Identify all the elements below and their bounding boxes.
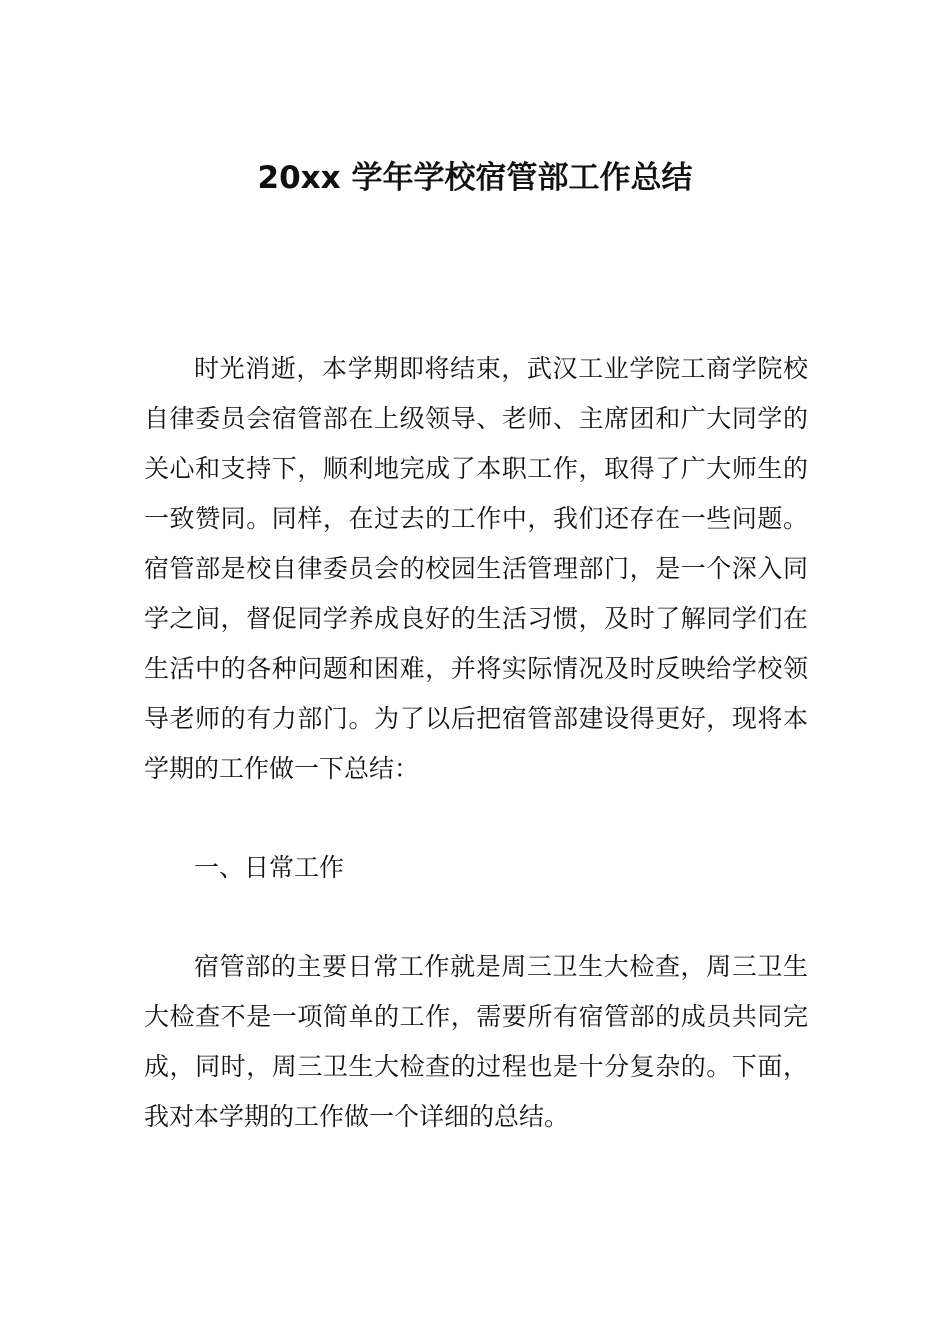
intro-paragraph: 时光消逝，本学期即将结束，武汉工业学院工商学院校自律委员会宿管部在上级领导、老师、主席团和广大同学的关心和支持下，顺利地完成了本职工作，取得了广大师生的一致赞同。同样，在过去的工作中，我们还存在一些问题。宿管部是校自律委员会的校园生活管理部门，是一个深入同学之间，督促同学养成良好的生活习惯，及时了解同学们在生活中的各种问题和困难，并将实际情况及时反映给学校领导老师的有力部门。为了以后把宿管部建设得更好，现将本学期的工作做一下总结： (144, 354, 808, 783)
daily-work-paragraph-block (144, 942, 808, 1142)
document-title: 20xx 学年学校宿管部工作总结 (257, 160, 693, 196)
section-heading-daily-work: 一、日常工作 (194, 853, 345, 882)
section-heading-block (144, 843, 808, 893)
daily-work-paragraph: 宿管部的主要日常工作就是周三卫生大检查，周三卫生大检查不是一项简单的工作，需要所有宿管部的成员共同完成，同时，周三卫生大检查的过程也是十分复杂的。下面，我对本学期的工作做一个详细的总结。 (144, 952, 808, 1131)
intro-paragraph-block (144, 344, 808, 794)
